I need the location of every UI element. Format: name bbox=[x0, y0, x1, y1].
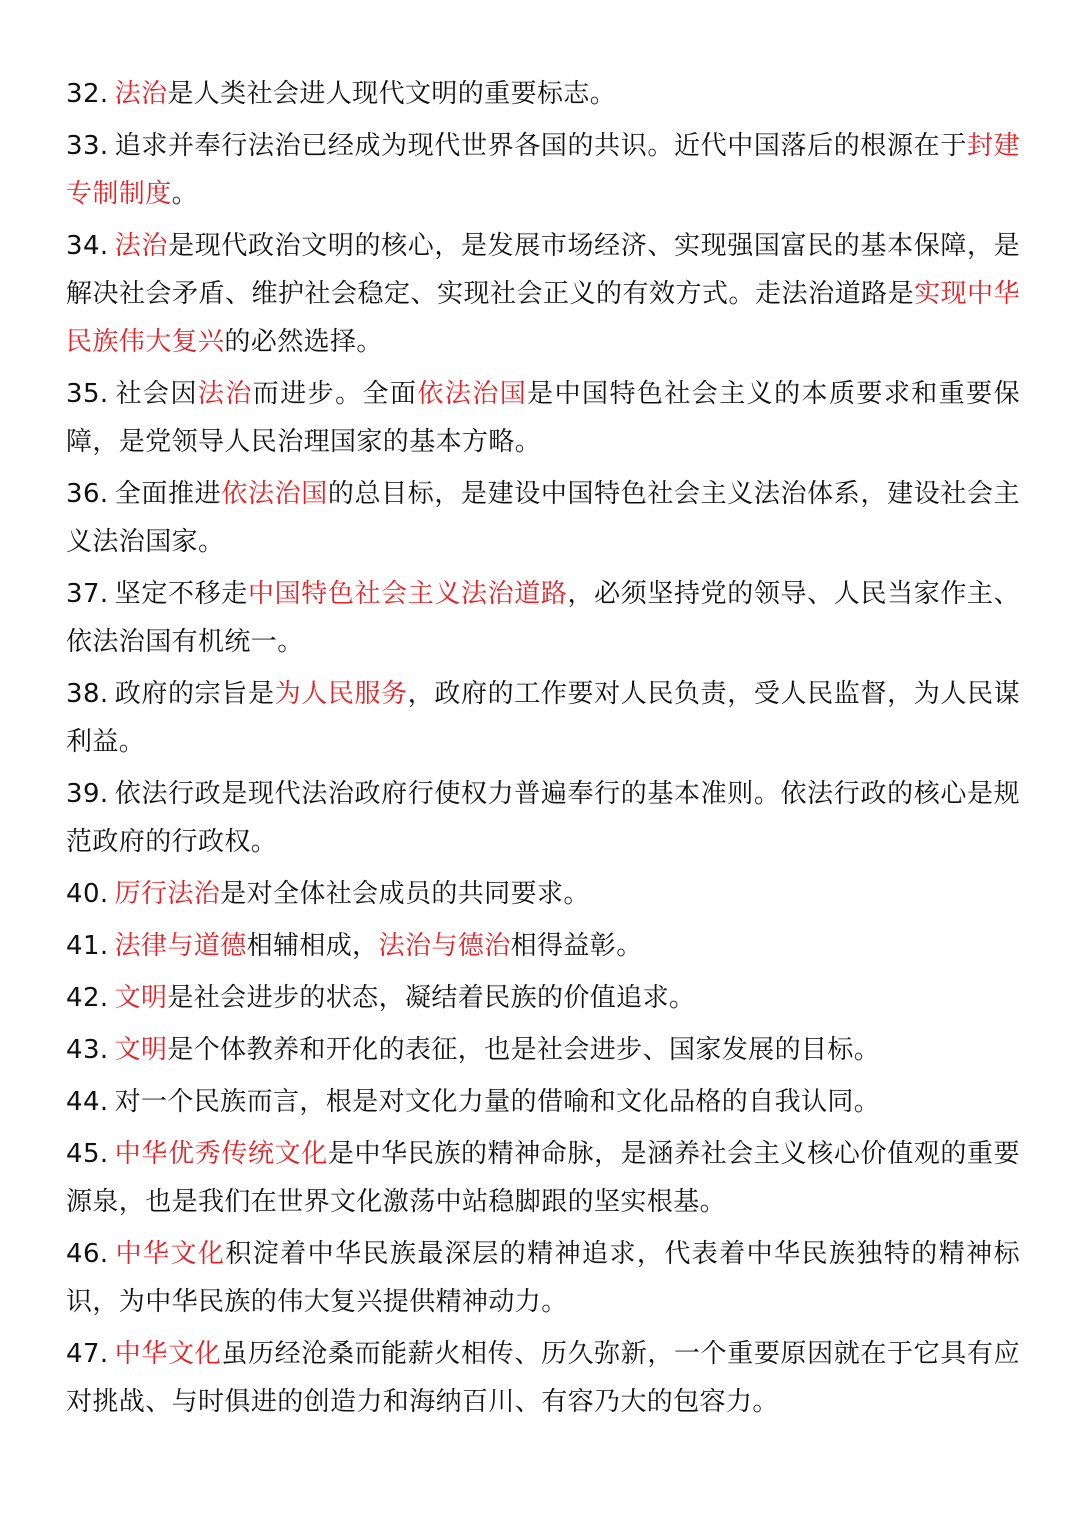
item-list bbox=[66, 70, 1020, 1426]
item-text: 追求并奉行法治已经成为现代世界各国的共识。近代中国落后的根源在于 bbox=[114, 131, 967, 161]
highlighted-keyword: 中华优秀传统文化 bbox=[114, 1139, 328, 1169]
list-item bbox=[66, 470, 1020, 566]
item-text: 相得益彰。 bbox=[510, 931, 643, 961]
highlighted-keyword: 文明 bbox=[114, 983, 168, 1013]
item-text: 而进步。全面 bbox=[252, 379, 418, 409]
list-item bbox=[66, 974, 1020, 1022]
item-text: 全面推进 bbox=[114, 479, 222, 509]
item-number: 44. bbox=[66, 1087, 109, 1117]
highlighted-keyword: 依法治国 bbox=[221, 479, 328, 509]
item-text: 社会因 bbox=[114, 379, 198, 409]
item-text: 是中华民族的精神命脉，是涵养社会主义核心价值观的重要源泉，也是我们在世界文化激荡中站稳脚跟的坚实根基。 bbox=[66, 1139, 1021, 1217]
item-text: 是中国特色社会主义的本质要求和重要保障，是党领导人民治理国家的基本方略。 bbox=[66, 379, 1020, 457]
highlighted-keyword: 中华文化 bbox=[114, 1339, 222, 1369]
list-item bbox=[66, 922, 1020, 970]
highlighted-keyword: 厉行法治 bbox=[114, 879, 221, 909]
item-text: 相辅相成， bbox=[246, 931, 379, 961]
list-item bbox=[66, 670, 1020, 766]
highlighted-keyword: 为人民服务 bbox=[274, 679, 408, 709]
item-number: 42. bbox=[66, 983, 109, 1013]
highlighted-keyword: 法治与德治 bbox=[378, 931, 511, 961]
item-text: 虽历经沧桑而能薪火相传、历久弥新，一个重要原因就在于它具有应对挑战、与时俱进的创造力和海纳百川、有容乃大的包容力。 bbox=[66, 1339, 1020, 1417]
highlighted-keyword: 法治 bbox=[197, 379, 253, 409]
highlighted-keyword: 法律与道德 bbox=[114, 931, 247, 961]
highlighted-keyword: 文明 bbox=[114, 1035, 168, 1065]
list-item bbox=[66, 70, 1020, 118]
item-number: 33. bbox=[66, 131, 109, 161]
item-text: 对一个民族而言，根是对文化力量的借喻和文化品格的自我认同。 bbox=[114, 1087, 881, 1117]
item-text: 是对全体社会成员的共同要求。 bbox=[220, 879, 590, 909]
list-item bbox=[66, 1078, 1020, 1126]
item-number: 47. bbox=[66, 1339, 109, 1369]
item-text: 是现代政治文明的核心，是发展市场经济、实现强国富民的基本保障，是解决社会矛盾、维护社会稳定、实现社会正义的有效方式。走法治道路是 bbox=[66, 231, 1020, 309]
item-text: 政府的宗旨是 bbox=[114, 679, 275, 709]
item-text: ，政府的工作要对人民负责，受人民监督，为人民谋利益。 bbox=[66, 679, 1020, 757]
highlighted-keyword: 中华文化 bbox=[114, 1239, 226, 1269]
list-item bbox=[66, 370, 1020, 466]
item-text: ，必须坚持党的领导、人民当家作主、依法治国有机统一。 bbox=[66, 579, 1020, 657]
item-number: 40. bbox=[66, 879, 109, 909]
list-item bbox=[66, 1130, 1020, 1226]
item-number: 36. bbox=[66, 479, 109, 509]
highlighted-keyword: 实现中华民族伟大复兴 bbox=[66, 279, 1020, 357]
list-item bbox=[66, 770, 1020, 866]
item-text: 坚定不移走 bbox=[114, 579, 248, 609]
item-number: 32. bbox=[66, 79, 109, 109]
item-text: 的总目标，是建设中国特色社会主义法治体系，建设社会主义法治国家。 bbox=[66, 479, 1020, 557]
highlighted-keyword: 法治 bbox=[114, 79, 168, 109]
item-text: 依法行政是现代法治政府行使权力普遍奉行的基本准则。依法行政的核心是规范政府的行政权。 bbox=[66, 779, 1020, 857]
highlighted-keyword: 法治 bbox=[114, 231, 169, 261]
item-number: 38. bbox=[66, 679, 109, 709]
item-text: 的必然选择。 bbox=[224, 327, 383, 357]
list-item bbox=[66, 1230, 1020, 1326]
item-number: 41. bbox=[66, 931, 109, 961]
item-number: 45. bbox=[66, 1139, 109, 1169]
list-item bbox=[66, 570, 1020, 666]
item-text: 是个体教养和开化的表征，也是社会进步、国家发展的目标。 bbox=[167, 1035, 881, 1065]
highlighted-keyword: 中国特色社会主义法治道路 bbox=[247, 579, 568, 609]
item-number: 35. bbox=[66, 379, 109, 409]
item-number: 39. bbox=[66, 779, 109, 809]
item-text: 是社会进步的状态，凝结着民族的价值追求。 bbox=[167, 983, 696, 1013]
item-text: 。 bbox=[171, 179, 199, 209]
list-item bbox=[66, 870, 1020, 918]
item-number: 46. bbox=[66, 1239, 109, 1269]
item-number: 43. bbox=[66, 1035, 109, 1065]
item-text: 是人类社会进人现代文明的重要标志。 bbox=[167, 79, 617, 109]
highlighted-keyword: 依法治国 bbox=[417, 379, 528, 409]
highlighted-keyword: 封建专制制度 bbox=[66, 131, 1020, 209]
list-item bbox=[66, 222, 1020, 366]
item-text: 积淀着中华民族最深层的精神追求，代表着中华民族独特的精神标识，为中华民族的伟大复兴提供精神动力。 bbox=[66, 1239, 1020, 1317]
list-item bbox=[66, 1330, 1020, 1426]
list-item bbox=[66, 122, 1020, 218]
item-number: 34. bbox=[66, 231, 109, 261]
item-number: 37. bbox=[66, 579, 109, 609]
list-item bbox=[66, 1026, 1020, 1074]
